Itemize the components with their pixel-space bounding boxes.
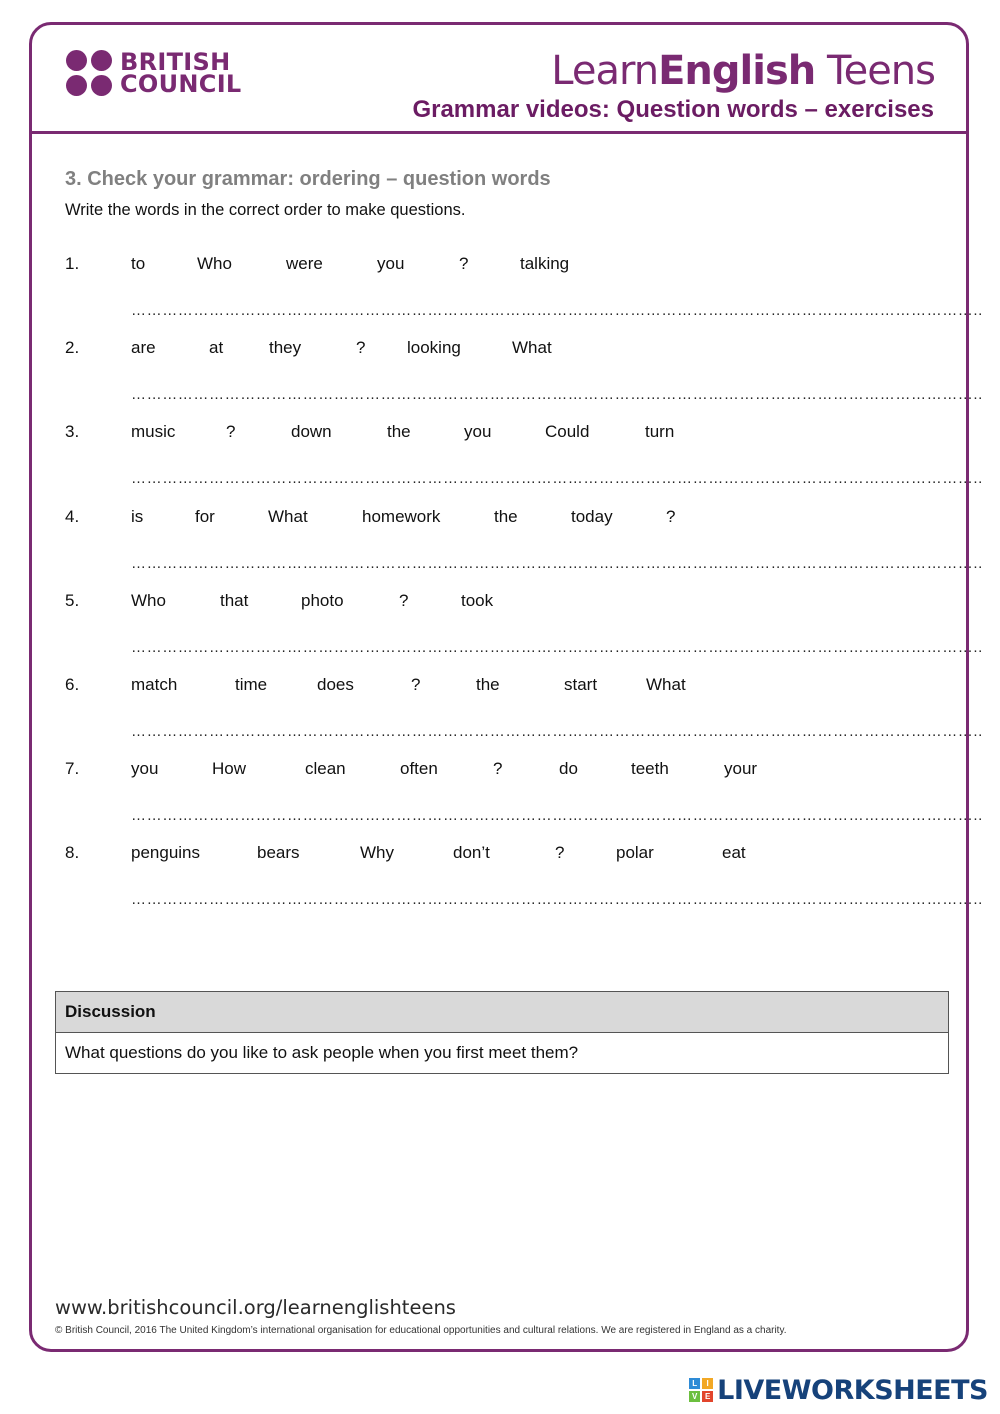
word-chip: Who [131,590,166,610]
answer-line[interactable]: ……………………………………………………………………………………………………………………………………………….. [131,554,983,572]
answer-line[interactable]: ……………………………………………………………………………………………………………………………………………….. [131,470,983,488]
question-item [65,675,983,759]
discussion-prompt: What questions do you like to ask people when you first meet them? [65,1043,579,1062]
answer-line[interactable]: ……………………………………………………………………………………………………………………………………………….. [131,891,983,909]
word-chip: looking [407,338,461,358]
footer-url: www.britishcouncil.org/learnenglishteens [55,1296,456,1319]
question-number: 8. [65,843,80,863]
word-chip: are [131,338,156,358]
answer-line[interactable]: ……………………………………………………………………………………………………………………………………………….. [131,723,983,740]
word-chip: match [131,675,178,694]
answer-line[interactable]: ……………………………………………………………………………………………………………………………………………….. [131,807,983,825]
instructions: Write the words in the correct order to make questions. [65,201,466,219]
question-item [65,254,983,338]
answer-line[interactable]: ……………………………………………………………………………………………………………………………………………….. [131,302,983,319]
footer-copyright: © British Council, 2016 The United Kingdom’s international organisation for educational opportunities and cultural relations. We are registered in England as a charity. [55,1325,787,1336]
liveworksheets-blocks-icon: L I V E [689,1378,713,1402]
learnenglish-teens-logo: LearnEnglish Teens [551,48,935,94]
word-chip: teeth [631,759,669,779]
word-chip: do [559,759,578,779]
question-number: 3. [65,422,80,442]
section-heading: 3. Check your grammar: ordering – question words [65,168,551,190]
word-chip: Could [545,422,590,442]
word-chip: turn [645,422,675,442]
word-chip: your [724,759,758,779]
discussion-box [55,991,949,1074]
question-number: 2. [65,338,80,358]
question-item [65,506,983,591]
word-chip: ? [555,843,565,863]
word-chip: ? [666,506,676,526]
british-council-wordmark: BRITISH COUNCIL [120,48,242,98]
word-chip: Why [360,843,394,863]
word-chip: ? [493,759,503,779]
british-council-logo [66,48,242,100]
word-chip: is [131,506,144,526]
word-chip: homework [362,506,441,526]
word-chip: often [400,759,438,779]
word-chip: penguins [131,843,201,863]
word-chip: at [209,338,224,358]
question-item [65,843,983,927]
liveworksheets-logo [689,1374,988,1406]
word-chip: the [494,506,518,526]
word-chip: ? [226,422,236,442]
word-chip: you [377,254,405,273]
word-chip: bears [257,843,300,863]
word-chip: you [131,759,159,779]
word-chip: for [195,506,215,526]
question-number: 7. [65,759,80,779]
word-chip: ? [411,675,421,694]
word-chip: ? [399,590,409,610]
word-chip: ? [356,338,366,358]
word-chip: What [268,506,308,526]
answer-line[interactable]: ……………………………………………………………………………………………………………………………………………….. [131,386,983,404]
word-chip: to [131,254,146,273]
word-chip: took [461,590,494,610]
word-chip: How [212,759,247,779]
word-chip: What [512,338,552,358]
page-title: Grammar videos: Question words – exercises [412,96,934,123]
question-item [65,590,983,675]
question-item [65,422,983,506]
question-number: 5. [65,590,80,610]
word-chip: polar [616,843,654,863]
answer-line[interactable]: ……………………………………………………………………………………………………………………………………………….. [131,638,983,656]
word-chip: start [564,675,598,694]
word-chip: clean [305,759,346,779]
word-chip: music [131,422,176,442]
word-chip: down [291,422,332,442]
word-chip: the [476,675,500,694]
word-chip: eat [722,843,746,863]
question-item [65,759,983,843]
discussion-heading: Discussion [56,992,948,1033]
word-chip: today [571,506,613,526]
word-chip: Who [197,254,232,273]
word-chip: talking [520,254,570,273]
word-chip: they [269,338,302,358]
word-chip: does [317,675,354,694]
header-divider [31,131,968,134]
word-chip: ? [459,254,469,273]
word-chip: don’t [453,843,490,863]
word-chip: photo [301,590,344,610]
word-chip: you [464,422,492,442]
word-chip: the [387,422,411,442]
word-chip: What [646,675,686,694]
liveworksheets-wordmark: LIVEWORKSHEETS [717,1374,988,1406]
word-chip: were [286,254,323,273]
question-number: 6. [65,675,80,694]
question-number: 1. [65,254,80,273]
british-council-dots-icon [66,50,114,98]
word-chip: that [220,590,249,610]
question-item [65,338,983,422]
question-number: 4. [65,506,80,526]
word-chip: time [235,675,268,694]
